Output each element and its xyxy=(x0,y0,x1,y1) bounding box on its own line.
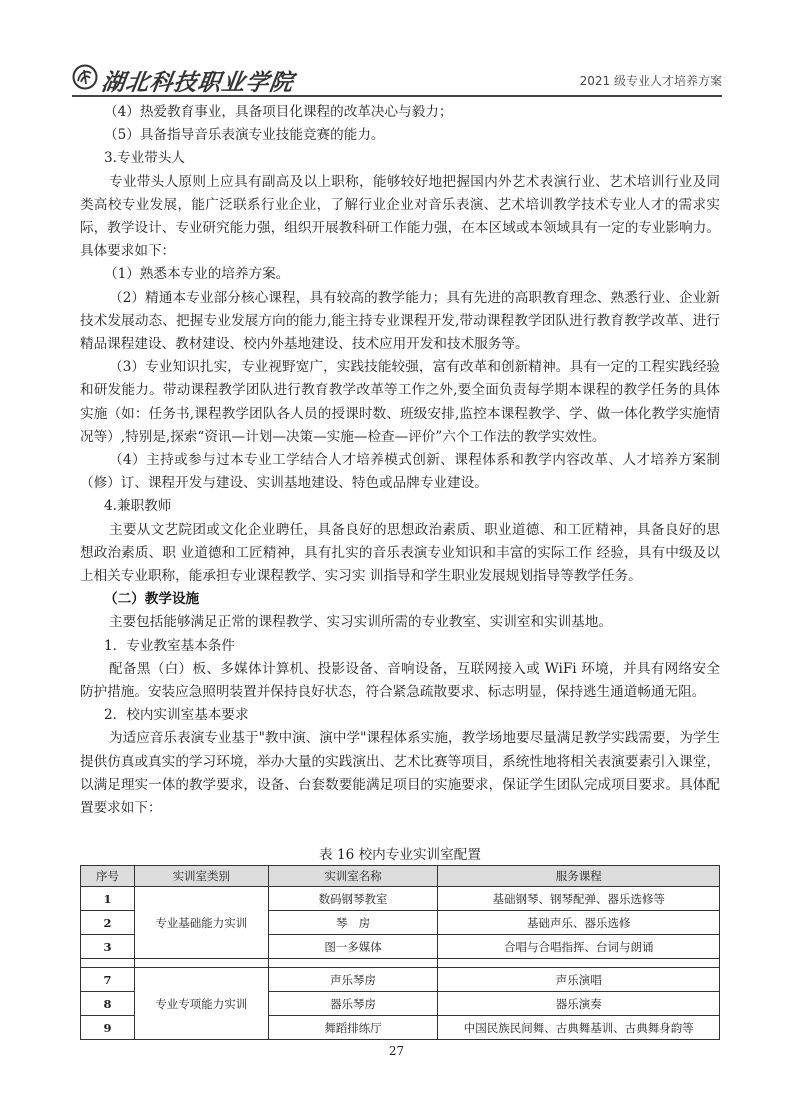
header-category: 实训室类别 xyxy=(134,866,268,887)
table-header-row xyxy=(81,866,720,887)
table-row xyxy=(81,968,720,992)
section-heading: （二）教学设施 xyxy=(104,591,200,608)
cell-room-name: 图一多媒体 xyxy=(268,935,438,959)
cell-no: 8 xyxy=(81,992,135,1016)
paragraph: 3.专业带头人 xyxy=(104,150,185,167)
cell-no: 9 xyxy=(81,1016,135,1040)
paragraph: （4）热爱教育事业，具备项目化课程的改革决心与毅力； xyxy=(104,104,453,120)
cell-course: 基础声乐、器乐选修 xyxy=(438,911,720,935)
cell-room-name: 数码钢琴教室 xyxy=(268,887,438,911)
header-divider xyxy=(72,95,722,97)
cell-room-name: 声乐琴房 xyxy=(268,968,438,992)
table-row xyxy=(81,887,720,911)
header-room-name: 实训室名称 xyxy=(268,866,438,887)
cell-room-name: 舞蹈排练厅 xyxy=(268,1016,438,1040)
cell-course: 基础钢琴、钢琴配弹、器乐选修等 xyxy=(438,887,720,911)
body-text xyxy=(80,101,720,820)
cell-course: 中国民族民间舞、古典舞基训、古典舞身韵等 xyxy=(438,1016,720,1040)
paragraph: （4）主持或参与过本专业工学结合人才培养模式创新、课程体系和教学内容改革、人才培养方案制（修）订、课程开发与建设、实训基地建设、特色或品牌专业建设。 xyxy=(80,452,720,492)
paragraph: 主要包括能够满足正常的课程教学、实习实训所需的专业教室、实训室和实训基地。 xyxy=(109,614,612,631)
cell-room-name: 琴 房 xyxy=(268,911,438,935)
header-course: 服务课程 xyxy=(438,866,720,887)
cell-course: 合唱与合唱指挥、台词与朗诵 xyxy=(438,935,720,959)
paragraph: 主要从文艺院团或文化企业聘任，具备良好的思想政治素质、职业道德、和工匠精神，具备良好的思想政治素质、职 业道德和工匠精神，具有扎实的音乐表演专业知识和丰富的实际工作 经验，具有中级及以上相关专业职称，能承担专业课程教学、实习实 训指导和学生职业发展规划指导等教学任务。 xyxy=(80,521,720,585)
paragraph: 为适应音乐表演专业基于"教中演、演中学"课程体系实施，教学场地要尽量满足教学实践需要，为学生提供仿真或真实的学习环境，举办大量的实践演出、艺术比赛等项目，系统性地将相关表演要素引入课堂，以满足理实一体的教学要求，设备、台套数要能满足项目的实施要求，保证学生团队完成项目要求。具体配置要求如下： xyxy=(80,730,720,817)
paragraph: （3）专业知识扎实，专业视野宽广，实践技能较强，富有改革和创新精神。具有一定的工程实践经验和研发能力。带动课程教学团队进行教育教学改革等工作之外,要全面负责每学期本课程的教学任务的具体实施（如：任务书,课程教学团队各人员的授课时数、班级安排,监控本课程教学、学、做一体化教学实施情况等）,特别是,探索“资讯—计划—决策—实施—检查—评价”六个工作法的教学实效性。 xyxy=(80,359,720,445)
paragraph: 2．校内实训室基本要求 xyxy=(104,707,249,724)
paragraph: 1．专业教室基本条件 xyxy=(104,637,235,654)
gap-cell xyxy=(268,959,438,968)
document-title: 2021 级专业人才培养方案 xyxy=(579,74,722,88)
gap-cell xyxy=(134,959,268,968)
page-header xyxy=(72,62,722,98)
cell-room-name: 器乐琴房 xyxy=(268,992,438,1016)
header-no: 序号 xyxy=(81,866,135,887)
cell-category: 专业基础能力实训 xyxy=(134,887,268,959)
paragraph: 4.兼职教师 xyxy=(104,498,172,515)
paragraph: 配备黑（白）板、多媒体计算机、投影设备、音响设备，互联网接入或 WiFi 环境，并具有网络安全防护措施。安装应急照明装置并保持良好状态，符合紧急疏散要求、标志明显，保持逃生通道畅通无阻。 xyxy=(80,660,720,701)
training-room-table xyxy=(80,865,720,1040)
cell-no: 1 xyxy=(81,887,135,911)
cell-course: 器乐演奏 xyxy=(438,992,720,1016)
cell-category: 专业专项能力实训 xyxy=(134,968,268,1040)
paragraph: （5）具备指导音乐表演专业技能竞赛的能力。 xyxy=(104,127,385,144)
school-emblem-icon xyxy=(72,64,98,90)
paragraph: （1）熟悉本专业的培养方案。 xyxy=(104,266,290,283)
cell-course: 声乐演唱 xyxy=(438,968,720,992)
cell-no: 7 xyxy=(81,968,135,992)
gap-cell xyxy=(81,959,135,968)
cell-no: 2 xyxy=(81,911,135,935)
paragraph: 专业带头人原则上应具有副高及以上职称，能够较好地把握国内外艺术表演行业、艺术培训行业及同类高校专业发展，能广泛联系行业企业，了解行业企业对音乐表演、艺术培训教学技术专业人才的需求实际，教学设计、专业研究能力强，组织开展教科研工作能力强，在本区域或本领域具有一定的专业影响力。具体要求如下： xyxy=(80,173,720,260)
gap-cell xyxy=(438,959,720,968)
page-number: 27 xyxy=(388,1044,405,1058)
cell-no: 3 xyxy=(81,935,135,959)
paragraph: （2）精通本专业部分核心课程，具有较高的教学能力；具有先进的高职教育理念、熟悉行业、企业新技术发展动态、把握专业发展方向的能力,能主持专业课程开发,带动课程教学团队进行教育教学改革、进行精品课程建设、教材建设、校内外基地建设、技术应用开发和技术服务等。 xyxy=(80,289,720,353)
school-name-logo: 湖北科技职业学院 xyxy=(99,69,296,96)
table-caption: 表 16 校内专业实训室配置 xyxy=(319,847,481,863)
table-gap-row xyxy=(81,959,720,968)
